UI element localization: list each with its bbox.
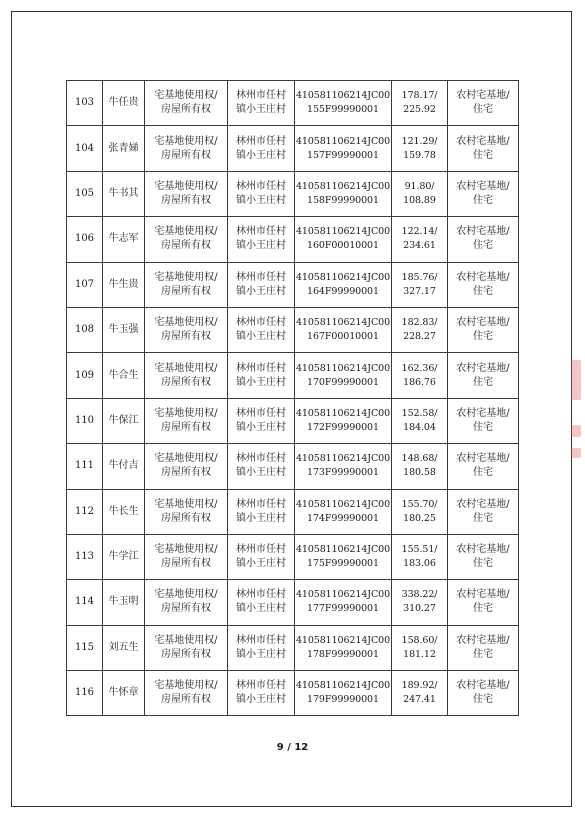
table-row <box>67 126 519 171</box>
cell-row-index <box>67 171 103 216</box>
row-index-text: 111 <box>74 460 95 472</box>
cell-owner-name <box>103 534 145 579</box>
table-row <box>67 217 519 262</box>
location-text: 林州市任村 镇小王庄村 <box>236 407 286 433</box>
owner-name-text: 牛玉明 <box>108 596 139 608</box>
area-text: 155.70/ 180.25 <box>401 498 438 524</box>
owner-name-text: 牛学江 <box>108 551 139 563</box>
owner-name-text: 牛保江 <box>108 414 139 426</box>
owner-name-text: 牛书其 <box>108 187 139 199</box>
right-type-text: 宅基地使用权/ 房屋所有权 <box>154 407 218 433</box>
row-index-text: 107 <box>74 278 95 290</box>
area-text: 148.68/ 180.58 <box>401 453 438 479</box>
page-number: 9 / 12 <box>276 742 309 753</box>
cell-usage <box>448 217 519 262</box>
cell-area <box>392 171 448 216</box>
location-text: 林州市任村 镇小王庄村 <box>236 544 286 570</box>
area-text: 155.51/ 183.06 <box>401 544 438 570</box>
row-index-text: 114 <box>74 596 95 608</box>
table-body <box>67 81 519 716</box>
cell-owner-name <box>103 126 145 171</box>
cell-row-index <box>67 444 103 489</box>
cell-location <box>228 217 295 262</box>
cell-owner-name <box>103 444 145 489</box>
area-text: 122.14/ 234.61 <box>401 226 438 252</box>
cell-owner-name <box>103 217 145 262</box>
cell-usage <box>448 126 519 171</box>
cell-unit-code <box>295 171 392 216</box>
cell-right-type <box>145 398 228 443</box>
table-row <box>67 353 519 398</box>
cell-right-type <box>145 126 228 171</box>
cell-usage <box>448 171 519 216</box>
row-index-text: 113 <box>74 551 95 563</box>
cell-right-type <box>145 444 228 489</box>
cell-usage <box>448 534 519 579</box>
red-stamp-fragment-1 <box>571 360 581 400</box>
right-type-text: 宅基地使用权/ 房屋所有权 <box>154 453 218 479</box>
table-row <box>67 81 519 126</box>
cell-unit-code <box>295 580 392 625</box>
cell-row-index <box>67 580 103 625</box>
right-type-text: 宅基地使用权/ 房屋所有权 <box>154 634 218 660</box>
location-text: 林州市任村 镇小王庄村 <box>236 226 286 252</box>
table-row <box>67 307 519 352</box>
location-text: 林州市任村 镇小王庄村 <box>236 317 286 343</box>
cell-area <box>392 126 448 171</box>
cell-right-type <box>145 171 228 216</box>
cell-unit-code <box>295 217 392 262</box>
cell-area <box>392 398 448 443</box>
cell-location <box>228 307 295 352</box>
cell-row-index <box>67 81 103 126</box>
area-text: 178.17/ 225.92 <box>401 90 438 116</box>
owner-name-text: 牛生贵 <box>108 278 139 290</box>
row-index-text: 108 <box>74 324 95 336</box>
unit-code-text: 410581106214JC00 174F99990001 <box>295 498 391 524</box>
cell-area <box>392 353 448 398</box>
red-stamp-fragment-2 <box>571 425 581 437</box>
cell-usage <box>448 625 519 670</box>
cell-owner-name <box>103 398 145 443</box>
usage-text: 农村宅基地/ 住宅 <box>456 362 510 388</box>
area-text: 189.92/ 247.41 <box>401 680 438 706</box>
cell-usage <box>448 353 519 398</box>
cell-location <box>228 534 295 579</box>
cell-owner-name <box>103 625 145 670</box>
owner-name-text: 牛志军 <box>108 233 139 245</box>
table-row <box>67 262 519 307</box>
right-type-text: 宅基地使用权/ 房屋所有权 <box>154 317 218 343</box>
table-row <box>67 671 519 716</box>
cell-unit-code <box>295 126 392 171</box>
unit-code-text: 410581106214JC00 179F99990001 <box>295 680 391 706</box>
row-index-text: 104 <box>74 142 95 154</box>
row-index-text: 106 <box>74 233 95 245</box>
area-text: 121.29/ 159.78 <box>401 135 438 161</box>
cell-location <box>228 353 295 398</box>
area-text: 152.58/ 184.04 <box>401 407 438 433</box>
cell-unit-code <box>295 489 392 534</box>
area-text: 91.80/ 108.89 <box>403 180 436 206</box>
table-row <box>67 489 519 534</box>
cell-right-type <box>145 671 228 716</box>
usage-text: 农村宅基地/ 住宅 <box>456 90 510 116</box>
cell-owner-name <box>103 671 145 716</box>
cell-usage <box>448 580 519 625</box>
cell-unit-code <box>295 625 392 670</box>
cell-location <box>228 444 295 489</box>
right-type-text: 宅基地使用权/ 房屋所有权 <box>154 362 218 388</box>
cell-usage <box>448 489 519 534</box>
owner-name-text: 刘五生 <box>108 641 139 653</box>
cell-unit-code <box>295 398 392 443</box>
cell-right-type <box>145 580 228 625</box>
cell-unit-code <box>295 262 392 307</box>
right-type-text: 宅基地使用权/ 房屋所有权 <box>154 90 218 116</box>
location-text: 林州市任村 镇小王庄村 <box>236 453 286 479</box>
area-text: 185.76/ 327.17 <box>401 271 438 297</box>
cell-row-index <box>67 625 103 670</box>
location-text: 林州市任村 镇小王庄村 <box>236 362 286 388</box>
right-type-text: 宅基地使用权/ 房屋所有权 <box>154 544 218 570</box>
table-row <box>67 580 519 625</box>
cell-row-index <box>67 671 103 716</box>
cell-owner-name <box>103 262 145 307</box>
cell-unit-code <box>295 353 392 398</box>
right-type-text: 宅基地使用权/ 房屋所有权 <box>154 498 218 524</box>
cell-owner-name <box>103 81 145 126</box>
right-type-text: 宅基地使用权/ 房屋所有权 <box>154 226 218 252</box>
usage-text: 农村宅基地/ 住宅 <box>456 634 510 660</box>
location-text: 林州市任村 镇小王庄村 <box>236 498 286 524</box>
usage-text: 农村宅基地/ 住宅 <box>456 544 510 570</box>
area-text: 162.36/ 186.76 <box>401 362 438 388</box>
cell-area <box>392 580 448 625</box>
cell-row-index <box>67 489 103 534</box>
right-type-text: 宅基地使用权/ 房屋所有权 <box>154 589 218 615</box>
cell-right-type <box>145 353 228 398</box>
cell-owner-name <box>103 580 145 625</box>
cell-area <box>392 489 448 534</box>
location-text: 林州市任村 镇小王庄村 <box>236 135 286 161</box>
owner-name-text: 牛任贵 <box>108 97 139 109</box>
owner-name-text: 牛付吉 <box>108 460 139 472</box>
cell-right-type <box>145 217 228 262</box>
cell-area <box>392 671 448 716</box>
cell-location <box>228 580 295 625</box>
cell-row-index <box>67 398 103 443</box>
cell-row-index <box>67 353 103 398</box>
cell-location <box>228 671 295 716</box>
cell-right-type <box>145 534 228 579</box>
cell-location <box>228 398 295 443</box>
cell-location <box>228 126 295 171</box>
table-row <box>67 444 519 489</box>
cell-right-type <box>145 307 228 352</box>
cell-usage <box>448 81 519 126</box>
cell-area <box>392 307 448 352</box>
cell-unit-code <box>295 671 392 716</box>
property-registry-table <box>66 80 519 716</box>
cell-owner-name <box>103 489 145 534</box>
usage-text: 农村宅基地/ 住宅 <box>456 226 510 252</box>
cell-usage <box>448 444 519 489</box>
cell-location <box>228 625 295 670</box>
row-index-text: 115 <box>74 641 95 653</box>
row-index-text: 116 <box>74 687 95 699</box>
cell-usage <box>448 262 519 307</box>
owner-name-text: 张青娣 <box>108 142 139 154</box>
cell-right-type <box>145 81 228 126</box>
owner-name-text: 牛长生 <box>108 505 139 517</box>
cell-area <box>392 217 448 262</box>
unit-code-text: 410581106214JC00 173F99990001 <box>295 453 391 479</box>
owner-name-text: 牛怀章 <box>108 687 139 699</box>
cell-right-type <box>145 625 228 670</box>
location-text: 林州市任村 镇小王庄村 <box>236 680 286 706</box>
area-text: 182.83/ 228.27 <box>401 317 438 343</box>
cell-usage <box>448 307 519 352</box>
cell-location <box>228 171 295 216</box>
right-type-text: 宅基地使用权/ 房屋所有权 <box>154 135 218 161</box>
unit-code-text: 410581106214JC00 158F99990001 <box>295 180 391 206</box>
table-row <box>67 625 519 670</box>
area-text: 338.22/ 310.27 <box>401 589 438 615</box>
cell-owner-name <box>103 353 145 398</box>
right-type-text: 宅基地使用权/ 房屋所有权 <box>154 180 218 206</box>
cell-area <box>392 444 448 489</box>
row-index-text: 103 <box>74 97 95 109</box>
unit-code-text: 410581106214JC00 167F00010001 <box>295 317 391 343</box>
usage-text: 农村宅基地/ 住宅 <box>456 589 510 615</box>
owner-name-text: 牛合生 <box>108 369 139 381</box>
cell-area <box>392 625 448 670</box>
unit-code-text: 410581106214JC00 157F99990001 <box>295 135 391 161</box>
location-text: 林州市任村 镇小王庄村 <box>236 589 286 615</box>
cell-usage <box>448 671 519 716</box>
row-index-text: 105 <box>74 187 95 199</box>
unit-code-text: 410581106214JC00 164F99990001 <box>295 271 391 297</box>
usage-text: 农村宅基地/ 住宅 <box>456 180 510 206</box>
cell-row-index <box>67 534 103 579</box>
unit-code-text: 410581106214JC00 175F99990001 <box>295 544 391 570</box>
cell-unit-code <box>295 307 392 352</box>
unit-code-text: 410581106214JC00 172F99990001 <box>295 407 391 433</box>
location-text: 林州市任村 镇小王庄村 <box>236 90 286 116</box>
table-row <box>67 171 519 216</box>
usage-text: 农村宅基地/ 住宅 <box>456 498 510 524</box>
cell-row-index <box>67 217 103 262</box>
usage-text: 农村宅基地/ 住宅 <box>456 407 510 433</box>
owner-name-text: 牛玉强 <box>108 324 139 336</box>
row-index-text: 109 <box>74 369 95 381</box>
cell-owner-name <box>103 171 145 216</box>
unit-code-text: 410581106214JC00 170F99990001 <box>295 362 391 388</box>
table-row <box>67 398 519 443</box>
cell-right-type <box>145 262 228 307</box>
cell-location <box>228 81 295 126</box>
cell-unit-code <box>295 534 392 579</box>
usage-text: 农村宅基地/ 住宅 <box>456 680 510 706</box>
location-text: 林州市任村 镇小王庄村 <box>236 634 286 660</box>
right-type-text: 宅基地使用权/ 房屋所有权 <box>154 680 218 706</box>
cell-right-type <box>145 489 228 534</box>
red-stamp-fragment-3 <box>571 448 581 458</box>
cell-row-index <box>67 262 103 307</box>
cell-owner-name <box>103 307 145 352</box>
unit-code-text: 410581106214JC00 155F99990001 <box>295 90 391 116</box>
cell-location <box>228 489 295 534</box>
row-index-text: 112 <box>74 505 95 517</box>
cell-usage <box>448 398 519 443</box>
usage-text: 农村宅基地/ 住宅 <box>456 135 510 161</box>
cell-location <box>228 262 295 307</box>
right-type-text: 宅基地使用权/ 房屋所有权 <box>154 271 218 297</box>
row-index-text: 110 <box>74 414 95 426</box>
usage-text: 农村宅基地/ 住宅 <box>456 271 510 297</box>
cell-unit-code <box>295 444 392 489</box>
cell-area <box>392 81 448 126</box>
cell-unit-code <box>295 81 392 126</box>
cell-area <box>392 534 448 579</box>
usage-text: 农村宅基地/ 住宅 <box>456 453 510 479</box>
table-row <box>67 534 519 579</box>
cell-area <box>392 262 448 307</box>
location-text: 林州市任村 镇小王庄村 <box>236 180 286 206</box>
area-text: 158.60/ 181.12 <box>401 634 438 660</box>
unit-code-text: 410581106214JC00 178F99990001 <box>295 634 391 660</box>
unit-code-text: 410581106214JC00 160F00010001 <box>295 226 391 252</box>
cell-row-index <box>67 307 103 352</box>
location-text: 林州市任村 镇小王庄村 <box>236 271 286 297</box>
cell-row-index <box>67 126 103 171</box>
usage-text: 农村宅基地/ 住宅 <box>456 317 510 343</box>
unit-code-text: 410581106214JC00 177F99990001 <box>295 589 391 615</box>
